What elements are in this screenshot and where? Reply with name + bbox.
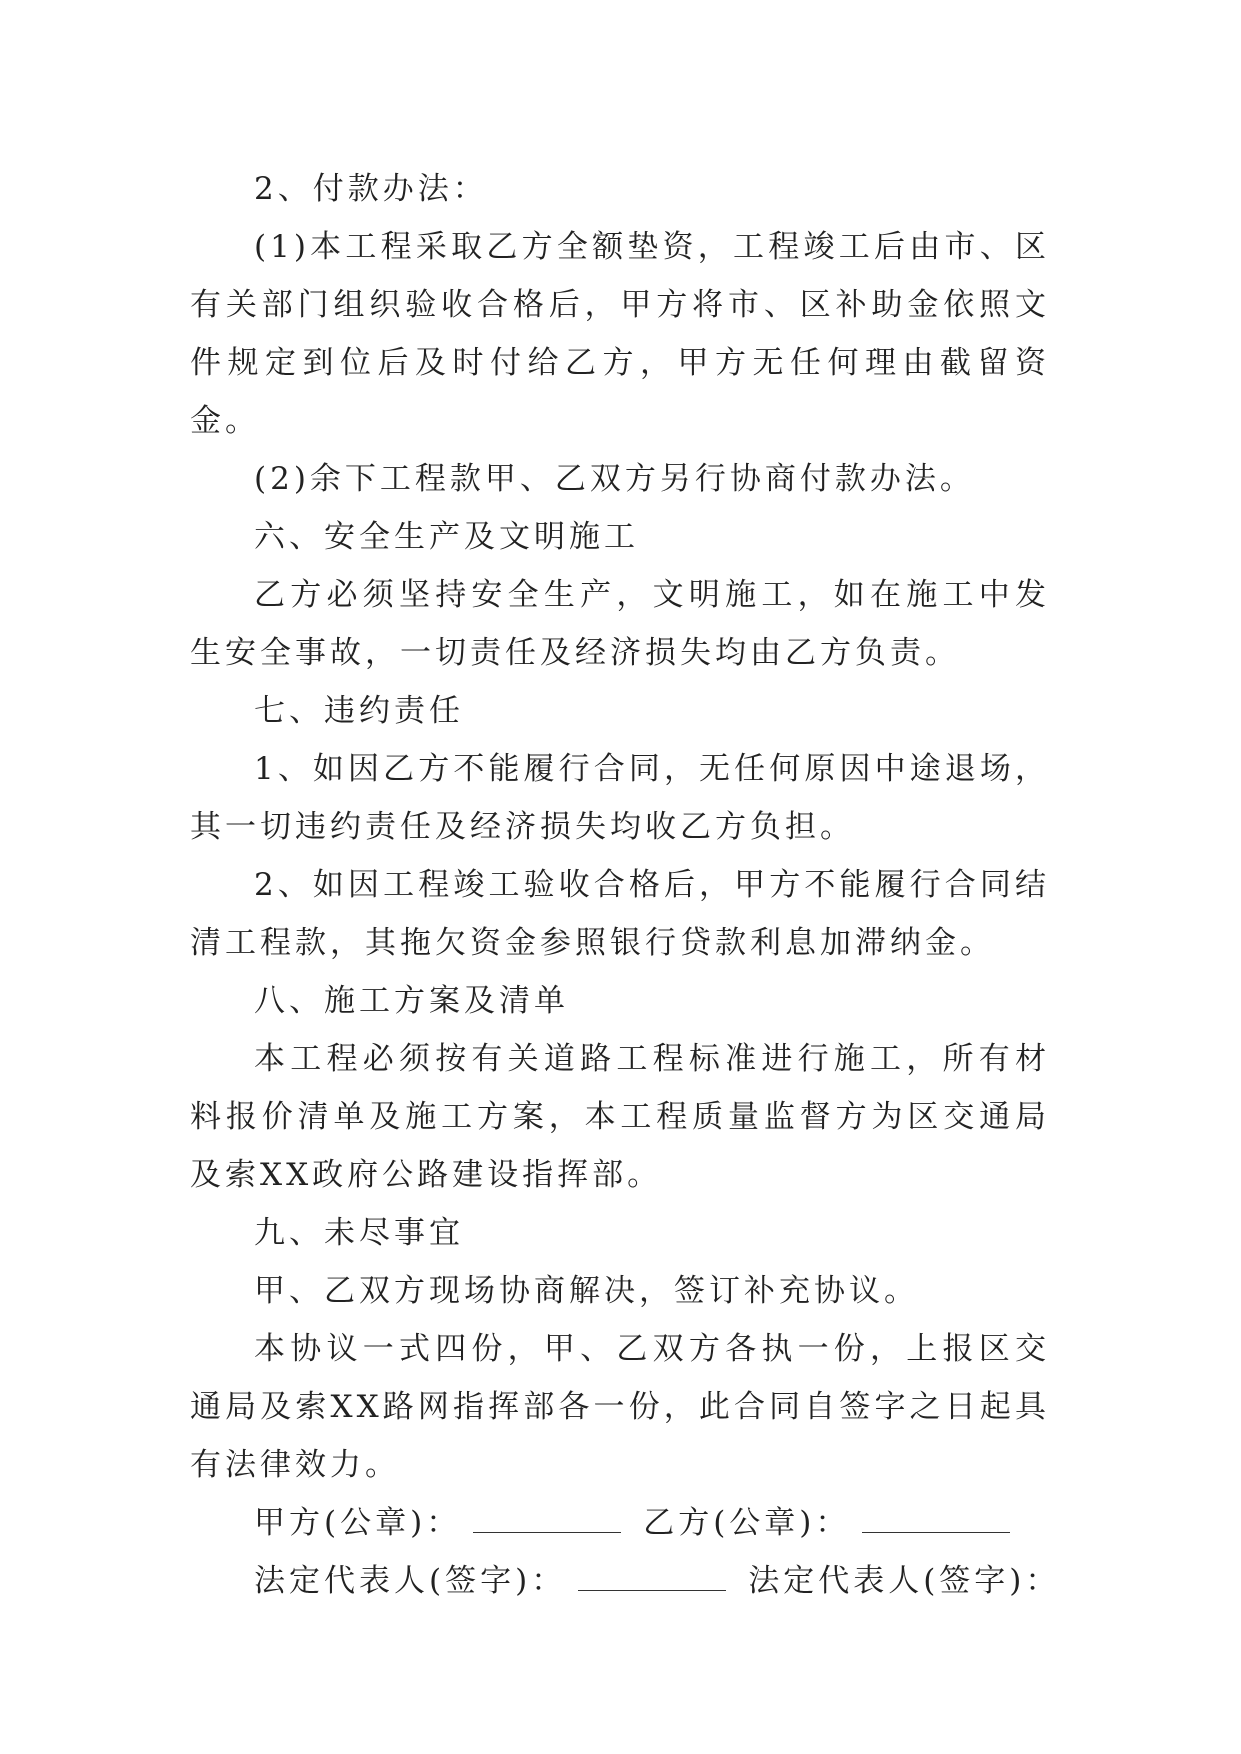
party-a-seal-label: 甲方(公章)： xyxy=(254,1505,462,1541)
section-heading: 六、安全生产及文明施工 xyxy=(254,519,639,555)
paragraph: 甲、乙双方现场协商解决，签订补充协议。 xyxy=(254,1273,919,1309)
party-a-rep-blank xyxy=(578,1558,726,1591)
seal-signature-line xyxy=(190,1494,1050,1552)
section-heading: 七、违约责任 xyxy=(254,693,464,729)
paragraph: 2、付款办法： xyxy=(254,171,488,207)
paragraph: 乙方必须坚持安全生产，文明施工，如在施工中发生安全事故，一切责任及经济损失均由乙方负责。 xyxy=(190,577,1050,671)
party-b-seal-label: 乙方(公章)： xyxy=(643,1505,851,1541)
document-body xyxy=(190,160,1061,1610)
party-b-seal-blank xyxy=(862,1500,1010,1533)
paragraph: 本协议一式四份，甲、乙双方各执一份，上报区交通局及索XX路网指挥部各一份，此合同自签字之日起具有法律效力。 xyxy=(190,1331,1050,1483)
paragraph: (2)余下工程款甲、乙双方另行协商付款办法。 xyxy=(254,461,975,497)
paragraph: 2、如因工程竣工验收合格后，甲方不能履行合同结清工程款，其拖欠资金参照银行贷款利息加滞纳金。 xyxy=(190,867,1050,961)
representative-signature-line xyxy=(190,1552,1061,1610)
section-heading: 八、施工方案及清单 xyxy=(254,983,569,1019)
party-b-rep-label: 法定代表人(签字)： xyxy=(748,1563,1061,1599)
party-a-rep-label: 法定代表人(签字)： xyxy=(254,1563,567,1599)
party-a-seal-blank xyxy=(473,1500,621,1533)
paragraph: 1、如因乙方不能履行合同，无任何原因中途退场，其一切违约责任及经济损失均收乙方负担。 xyxy=(190,751,1050,845)
paragraph: 本工程必须按有关道路工程标准进行施工，所有材料报价清单及施工方案，本工程质量监督方为区交通局及索XX政府公路建设指挥部。 xyxy=(190,1041,1050,1193)
section-heading: 九、未尽事宜 xyxy=(254,1215,464,1251)
paragraph: (1)本工程采取乙方全额垫资，工程竣工后由市、区有关部门组织验收合格后，甲方将市、区补助金依照文件规定到位后及时付给乙方，甲方无任何理由截留资金。 xyxy=(190,229,1050,439)
